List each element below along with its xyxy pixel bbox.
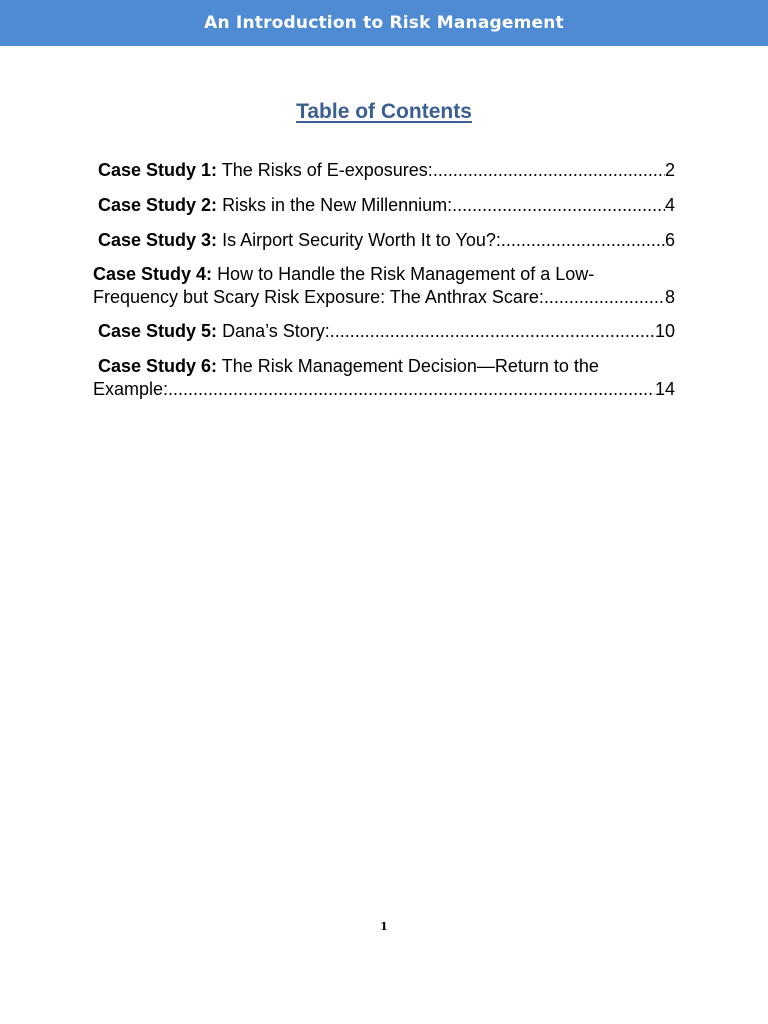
toc-entry-case-study-4[interactable] bbox=[93, 263, 675, 309]
dot-leader bbox=[452, 194, 665, 217]
toc-entry-label: Case Study 3: bbox=[98, 230, 218, 250]
dot-leader bbox=[501, 229, 665, 252]
toc-entry-text-line2: Frequency but Scary Risk Exposure: The Anthrax Scare: bbox=[93, 287, 544, 307]
document-title: An Introduction to Risk Management bbox=[204, 13, 564, 33]
toc-entry-case-study-3[interactable] bbox=[93, 229, 675, 252]
toc-entry-case-study-1[interactable] bbox=[93, 159, 675, 182]
dot-leader bbox=[433, 159, 665, 182]
toc-title: Table of Contents bbox=[296, 100, 472, 123]
page-number: 1 bbox=[380, 920, 388, 933]
toc-entry-label: Case Study 6: bbox=[98, 356, 218, 376]
toc-entry-text: Is Airport Security Worth It to You?: bbox=[222, 230, 501, 250]
toc-entry-page: 14 bbox=[654, 379, 675, 399]
toc-entry-case-study-5[interactable] bbox=[93, 320, 675, 343]
toc-entry-text-line1: How to Handle the Risk Management of a Low- bbox=[217, 264, 595, 284]
toc-entry-label: Case Study 1: bbox=[98, 160, 218, 180]
toc-entry-page: 4 bbox=[664, 195, 675, 215]
dot-leader bbox=[168, 378, 655, 401]
toc-entry-page: 6 bbox=[664, 230, 675, 250]
toc-entry-text: Dana’s Story: bbox=[222, 321, 330, 341]
toc-entry-page: 10 bbox=[654, 321, 675, 341]
toc-entry-page: 8 bbox=[664, 287, 675, 307]
toc-entry-label: Case Study 5: bbox=[98, 321, 218, 341]
toc-entry-label: Case Study 4: bbox=[93, 264, 213, 284]
toc-entry-text-line1: The Risk Management Decision—Return to the bbox=[221, 356, 599, 376]
header-bar bbox=[0, 0, 768, 46]
toc-entry-case-study-6[interactable] bbox=[93, 355, 675, 401]
toc-entry-text-line2: Example: bbox=[93, 379, 169, 399]
dot-leader bbox=[330, 320, 655, 343]
toc-entry-page: 2 bbox=[664, 160, 675, 180]
toc-entry-case-study-2[interactable] bbox=[93, 194, 675, 217]
dot-leader bbox=[544, 286, 665, 309]
toc-entry-text: Risks in the New Millennium: bbox=[222, 195, 453, 215]
toc-entry-text: The Risks of E-exposures: bbox=[221, 160, 433, 180]
toc-entry-label: Case Study 2: bbox=[98, 195, 218, 215]
